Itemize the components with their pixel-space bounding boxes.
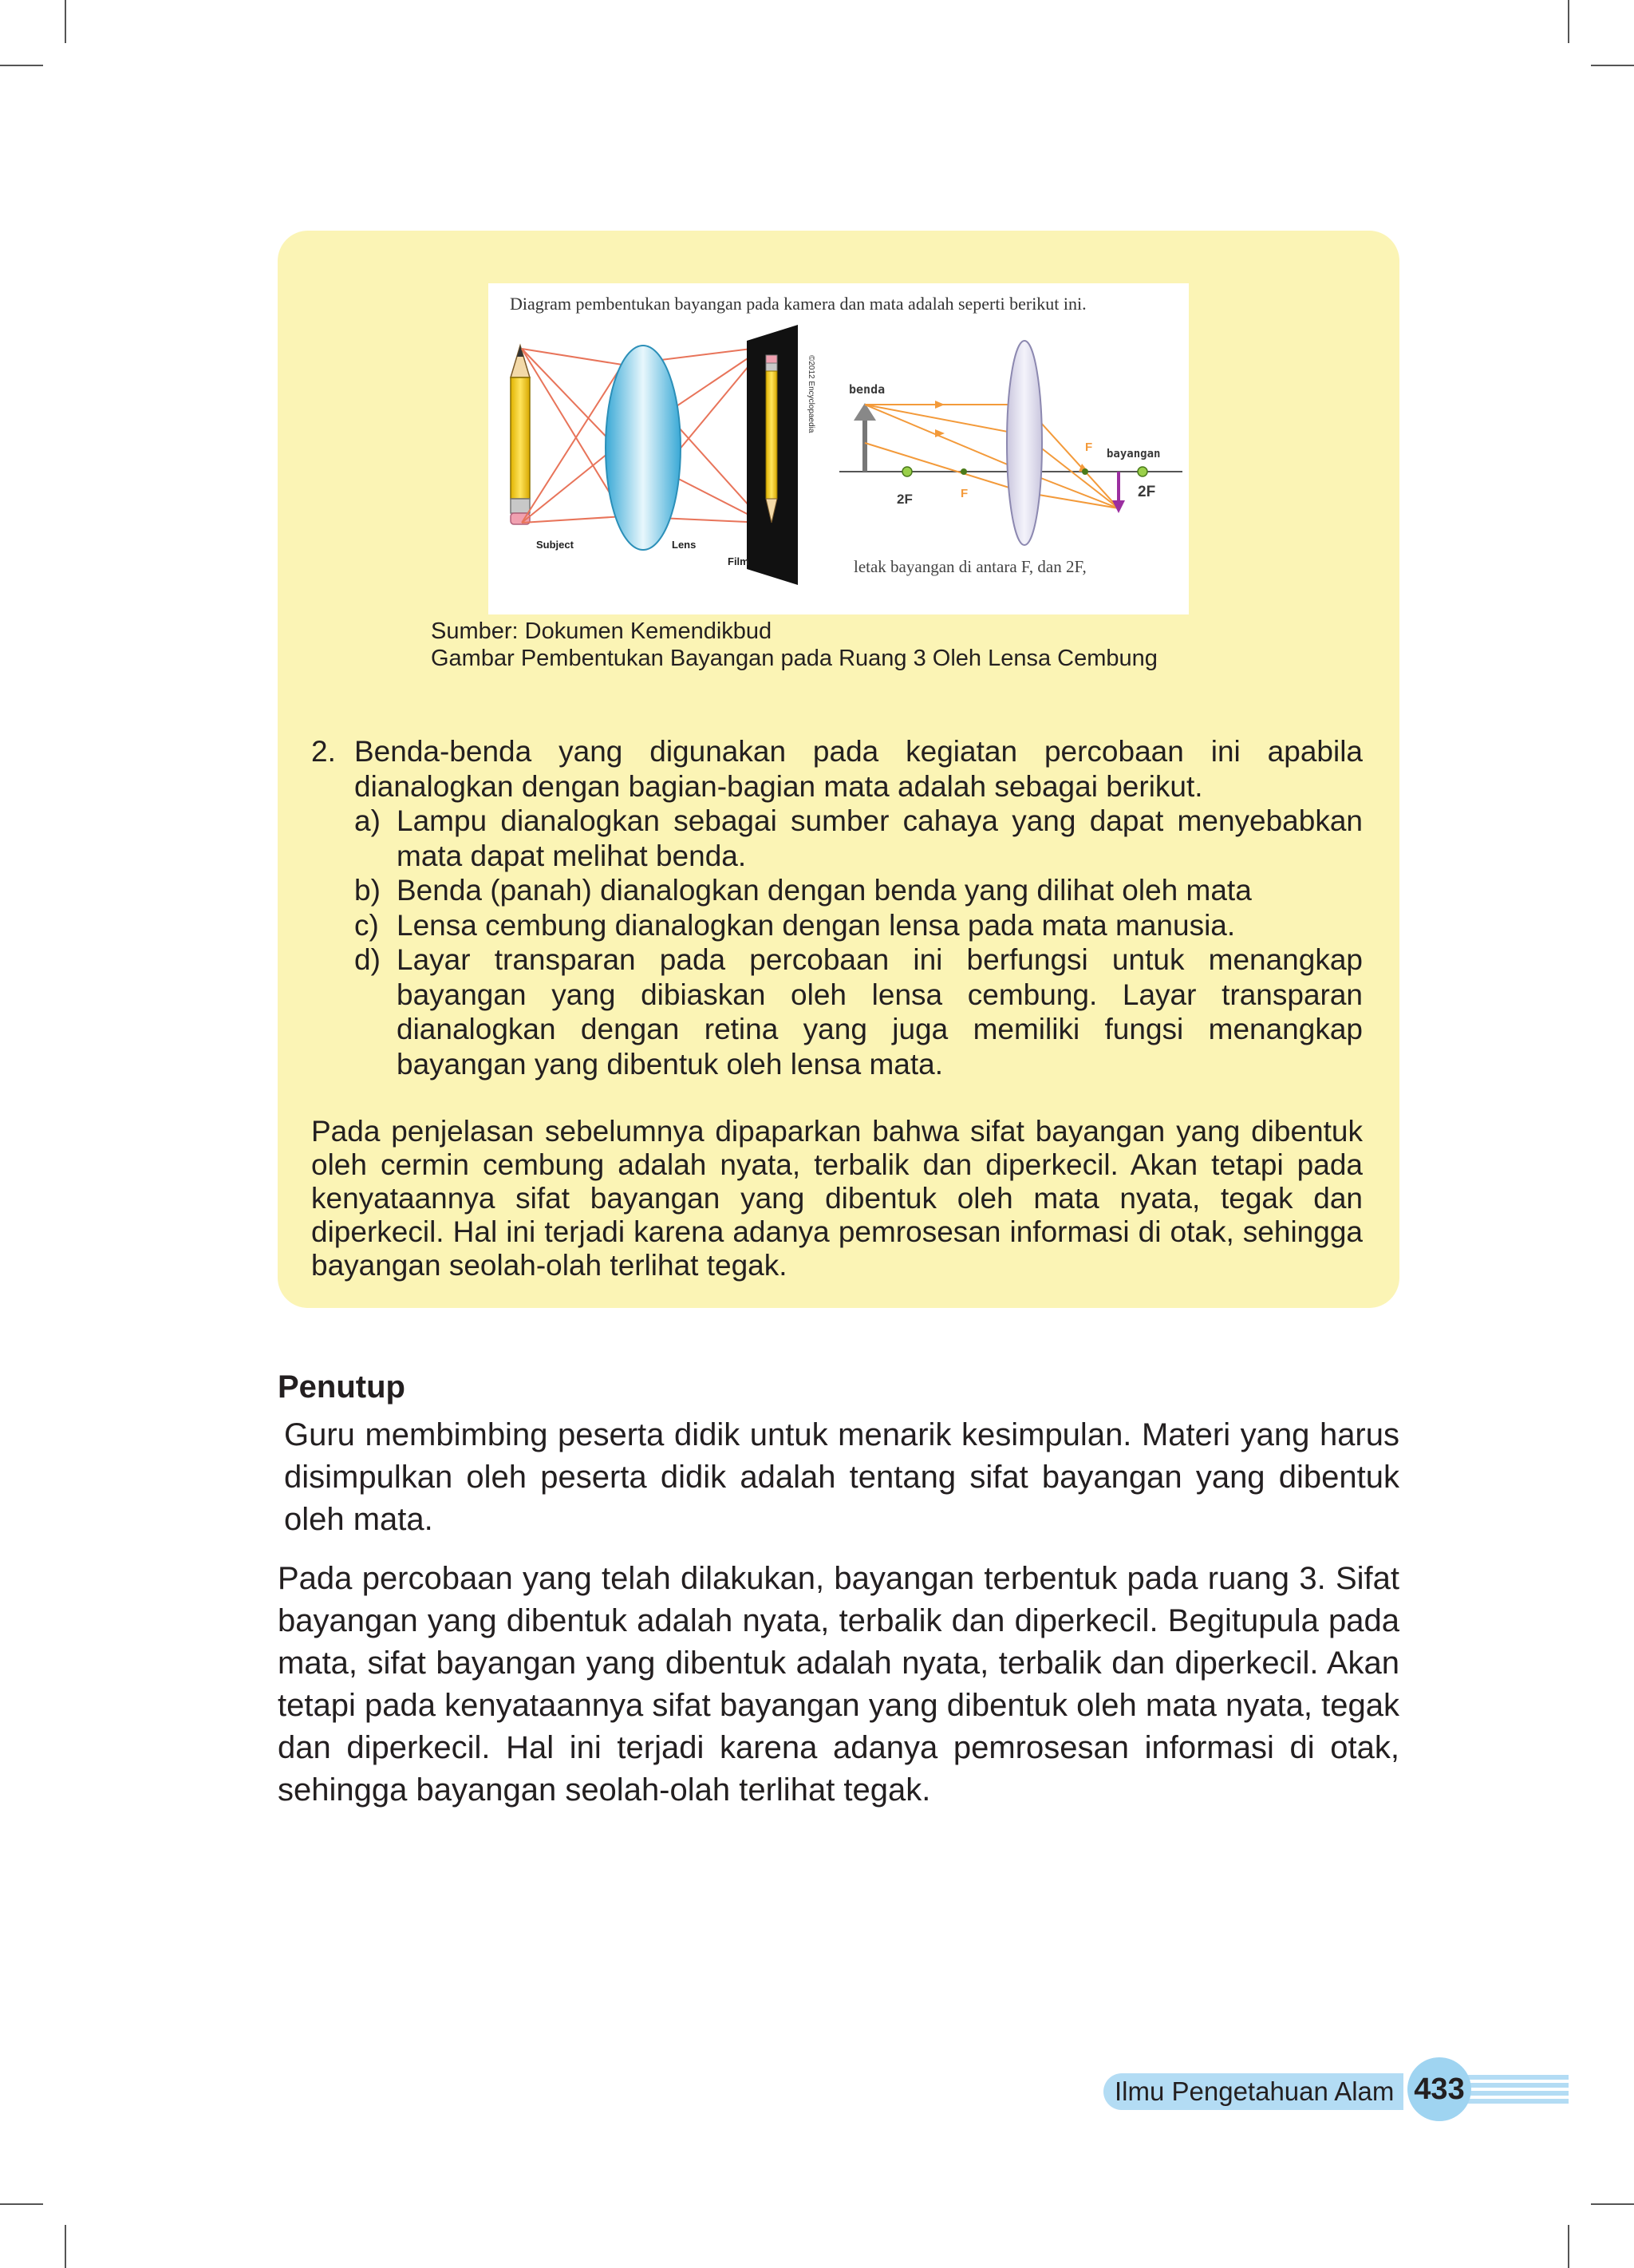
object-arrow-icon [854, 403, 876, 472]
sub-list-item [311, 873, 1363, 908]
label-2f-right: 2F [1138, 484, 1156, 500]
sub-item-marker: d) [354, 943, 381, 976]
sub-item-text: Lensa cembung dianalogkan dengan lensa pada mata manusia. [397, 908, 1236, 942]
caption-title: Gambar Pembentukan Bayangan pada Ruang 3 Oleh Lensa Cembung [431, 646, 1158, 671]
label-bayangan: bayangan [1107, 448, 1161, 460]
image-pencil-icon [766, 355, 777, 523]
crop-mark-top-right-vertical [1568, 0, 1569, 43]
crop-mark-bottom-left-horizontal [0, 2203, 43, 2205]
label-f-bottom: F [961, 487, 969, 500]
crop-mark-bottom-left-vertical [65, 2225, 66, 2268]
list-item [311, 734, 1363, 804]
subject-pencil-icon [511, 346, 530, 524]
sub-item-text: Benda (panah) dianalogkan dengan benda yang dilihat oleh mata [397, 874, 1252, 907]
label-benda: benda [849, 382, 886, 397]
caption-source: Sumber: Dokumen Kemendikbud [431, 618, 772, 644]
crop-mark-bottom-right-vertical [1568, 2225, 1569, 2268]
label-lens: Lens [672, 539, 697, 551]
figure-note: letak bayangan di antara F, dan 2F, [854, 557, 1087, 576]
figure-caption [431, 618, 1158, 672]
sub-item-marker: c) [354, 908, 379, 942]
list-item-text: Benda-benda yang digunakan pada kegiatan percobaan ini apabila dianalogkan dengan bagian-bagian mata adalah sebagai berikut. [354, 735, 1363, 803]
sub-list-item [311, 804, 1363, 873]
footer-subject: Ilmu Pengetahuan Alam [1103, 2073, 1403, 2110]
section-paragraph-2: Pada percobaan yang telah dilakukan, bayangan terbentuk pada ruang 3. Sifat bayangan yang dibentuk adalah nyata, terbalik dan diperkecil. Begitupula pada mata, sifat bayangan yang dibentuk adalah nyata, terbalik dan diperkecil. Akan tetapi pada kenyataannya sifat bayangan yang dibentuk oleh mata nyata, tegak dan diperkecil. Hal ini terjadi karena adanya pemrosesan informasi di otak, sehingga bayangan seolah-olah terlihat tegak. [278, 1561, 1399, 1808]
crop-mark-top-left-horizontal [0, 65, 43, 66]
crop-mark-bottom-right-horizontal [1591, 2203, 1634, 2205]
figure-svg [488, 283, 1189, 614]
crop-mark-top-right-horizontal [1591, 65, 1634, 66]
sub-list-item [311, 942, 1363, 1081]
sub-item-text: Layar transparan pada percobaan ini berfungsi untuk menangkap bayangan yang dibiaskan oleh lensa cembung. Layar transparan dianalogkan dengan retina yang juga memiliki fungsi menangkap bayangan yang dibentuk oleh lensa mata. [397, 943, 1363, 1081]
label-f-top: F [1085, 441, 1093, 454]
label-film: Film [728, 555, 749, 567]
convex-lens-icon [1007, 341, 1042, 545]
figure-image-formation [488, 283, 1189, 614]
sub-item-marker: b) [354, 874, 381, 907]
figure-heading: Diagram pembentukan bayangan pada kamera dan mata adalah seperti berikut ini. [510, 294, 1087, 314]
list-item-number: 2. [311, 735, 336, 768]
sub-item-text: Lampu dianalogkan sebagai sumber cahaya yang dapat menyebabkan mata dapat melihat benda. [397, 804, 1363, 872]
sub-list-item [311, 908, 1363, 943]
camera-lens-icon [606, 346, 681, 550]
label-2f-left: 2F [897, 492, 913, 507]
label-subject: Subject [536, 539, 574, 551]
box-paragraph: Pada penjelasan sebelumnya dipaparkan bahwa sifat bayangan yang dibentuk oleh cermin cembung adalah nyata, terbalik dan diperkecil. Akan tetapi pada kenyataannya sifat bayangan yang dibentuk oleh mata nyata, tegak dan diperkecil. Hal ini terjadi karena adanya pemrosesan informasi di otak, sehingga bayangan seolah-olah terlihat tegak. [311, 1115, 1363, 1282]
figure-watermark: ©2012 Encyclopaedia [807, 355, 815, 433]
crop-mark-top-left-vertical [65, 0, 66, 43]
analogy-list [311, 734, 1363, 1081]
section-title: Penutup [278, 1369, 405, 1405]
sub-item-marker: a) [354, 804, 381, 837]
page-number: 433 [1407, 2057, 1471, 2121]
section-paragraph-1: Guru membimbing peserta didik untuk menarik kesimpulan. Materi yang harus disimpulkan oleh peserta didik adalah tentang sifat bayangan yang dibentuk oleh mata. [284, 1417, 1399, 1537]
